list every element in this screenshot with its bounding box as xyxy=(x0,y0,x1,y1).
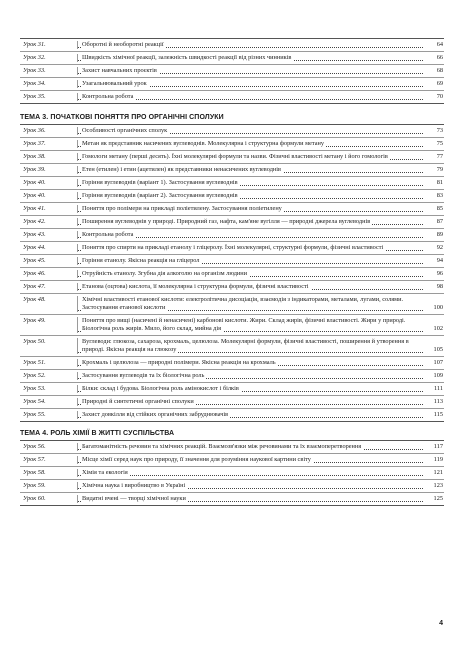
lesson-title: Поширення вуглеводнів у природі. Природний газ, нафта, кам'яне вугілля — природні джерела вуглеводнів xyxy=(82,218,371,225)
page-ref: 73 xyxy=(436,127,443,134)
lesson-title-cell xyxy=(77,469,425,477)
lesson-title-cell xyxy=(77,166,425,174)
toc-row xyxy=(20,39,444,51)
lesson-title: Хімічні властивості етанової кислоти: електролітична дисоціація, взаємодія з індикаторами, металами, лугами, солями. Застосування етанової кислоти xyxy=(82,296,404,311)
lesson-title: Оборотні й необоротні реакції xyxy=(82,41,164,48)
lesson-title-cell xyxy=(77,153,425,161)
page-ref: 92 xyxy=(436,244,443,251)
lesson-title-cell xyxy=(77,317,425,333)
lesson-label: Урок 47. xyxy=(23,283,46,290)
lesson-title-cell xyxy=(77,385,425,393)
lesson-title: Етен (етилен) і етин (ацетилен) як представники ненасичених вуглеводнів xyxy=(82,166,281,173)
page-ref: 107 xyxy=(433,359,443,366)
lesson-label: Урок 31. xyxy=(23,41,46,48)
lesson-label: Урок 55. xyxy=(23,411,46,418)
lesson-title: Горіння вуглеводнів (варіант 1). Застосування вуглеводнів xyxy=(82,179,238,186)
toc-row xyxy=(20,150,444,163)
page-ref: 98 xyxy=(436,283,443,290)
lesson-title-cell xyxy=(77,338,425,354)
lesson-title: Вуглеводи: глюкоза, сахароза, крохмаль, целюлоза. Молекулярні формули, фізичні властивості, поширення й утворення в природі. Якісна реакція на глюкозу xyxy=(82,338,409,353)
toc-row xyxy=(20,163,444,176)
toc-row xyxy=(20,314,444,335)
lesson-title: Поняття про спирти на прикладі етанолу і гліцеролу. Їхні молекулярні, структурні формули, фізичні властивості xyxy=(82,244,384,251)
lesson-title: Місце хімії серед наук про природу, її значення для розуміння наукової картини світу xyxy=(82,456,311,463)
toc-row xyxy=(20,280,444,293)
lesson-title: Поняття про вищі (насичені й ненасичені) карбонові кислоти. Жири. Склад жирів, фізичні властивості. Жири у природі. Біологічна роль жирів. Мило, його склад, мийна дія xyxy=(82,317,406,332)
lesson-title-cell xyxy=(77,140,425,148)
page-ref: 66 xyxy=(436,54,443,61)
lesson-label: Урок 49. xyxy=(23,317,46,324)
toc-row xyxy=(20,90,444,103)
page-ref: 105 xyxy=(433,346,443,353)
section-heading-topic-3: ТЕМА 3. ПОЧАТКОВІ ПОНЯТТЯ ПРО ОРГАНІЧНІ СПОЛУКИ xyxy=(20,114,224,121)
lesson-label: Урок 41. xyxy=(23,205,46,212)
page-ref: 70 xyxy=(436,93,443,100)
toc-row xyxy=(20,215,444,228)
lesson-label: Урок 35. xyxy=(23,93,46,100)
toc-row xyxy=(20,202,444,215)
lesson-title-cell xyxy=(77,205,425,213)
lesson-title-cell xyxy=(77,456,425,464)
lesson-title-cell xyxy=(77,443,425,451)
toc-row xyxy=(20,453,444,466)
toc-row xyxy=(20,335,444,356)
lesson-label: Урок 59. xyxy=(23,482,46,489)
lesson-label: Урок 37. xyxy=(23,140,46,147)
lesson-title-cell xyxy=(77,411,425,419)
lesson-label: Урок 39. xyxy=(23,166,46,173)
lesson-label: Урок 51. xyxy=(23,359,46,366)
lesson-title-cell xyxy=(77,495,425,503)
page-ref: 64 xyxy=(436,41,443,48)
lesson-title-cell xyxy=(77,54,425,62)
lesson-title-cell xyxy=(77,359,425,367)
toc-row xyxy=(20,125,444,137)
lesson-title: Видатні вчені — творці хімічної науки xyxy=(82,495,186,502)
page-ref: 111 xyxy=(434,385,443,392)
lesson-label: Урок 43. xyxy=(23,231,46,238)
lesson-title: Узагальнювальний урок xyxy=(82,80,147,87)
lesson-label: Урок 40. xyxy=(23,192,46,199)
lesson-title-cell xyxy=(77,127,425,135)
page-ref: 85 xyxy=(436,205,443,212)
lesson-title-cell xyxy=(77,398,425,406)
page-ref: 100 xyxy=(433,304,443,311)
toc-row xyxy=(20,293,444,314)
toc-row xyxy=(20,441,444,453)
page-ref: 117 xyxy=(433,443,443,450)
toc-row xyxy=(20,382,444,395)
toc-row xyxy=(20,189,444,202)
page-ref: 102 xyxy=(433,325,443,332)
lesson-title: Захист навчальних проєктів xyxy=(82,67,157,74)
lesson-title: Особливості органічних сполук xyxy=(82,127,168,134)
lesson-title-cell xyxy=(77,372,425,380)
lesson-title-cell xyxy=(77,270,425,278)
lesson-title: Білки: склад і будова. Біологічна роль амінокислот і білків xyxy=(82,385,239,392)
page-ref: 69 xyxy=(436,80,443,87)
page-ref: 123 xyxy=(433,482,443,489)
lesson-title: Контрольна робота xyxy=(82,93,134,100)
lesson-title: Контрольна робота xyxy=(82,231,134,238)
lesson-title: Застосування вуглеводів та їх біологічна роль xyxy=(82,372,205,379)
page-ref: 79 xyxy=(436,166,443,173)
toc-row xyxy=(20,254,444,267)
lesson-label: Урок 57. xyxy=(23,456,46,463)
lesson-label: Урок 44. xyxy=(23,244,46,251)
page-ref: 115 xyxy=(433,411,443,418)
toc-group-topic-4 xyxy=(20,440,444,506)
toc-row xyxy=(20,77,444,90)
page-ref: 68 xyxy=(436,67,443,74)
lesson-title: Швидкість хімічної реакції, залежність швидкості реакції від різних чинників xyxy=(82,54,292,61)
lesson-title: Природні й синтетичні органічні сполуки xyxy=(82,398,194,405)
toc-group-topic-3 xyxy=(20,124,444,422)
lesson-label: Урок 42. xyxy=(23,218,46,225)
lesson-label: Урок 46. xyxy=(23,270,46,277)
lesson-title-cell xyxy=(77,244,425,252)
toc-row xyxy=(20,492,444,505)
lesson-title-cell xyxy=(77,192,425,200)
lesson-title: Горіння етанолу. Якісна реакція на гліцерол xyxy=(82,257,200,264)
lesson-title-cell xyxy=(77,80,425,88)
lesson-title-cell xyxy=(77,67,425,75)
toc-row xyxy=(20,466,444,479)
page-number: 4 xyxy=(439,620,443,627)
lesson-title: Поняття про полімери на прикладі поліетилену. Застосування поліетилену xyxy=(82,205,282,212)
lesson-title-cell xyxy=(77,41,425,49)
page-ref: 109 xyxy=(433,372,443,379)
toc-row xyxy=(20,369,444,382)
page-ref: 75 xyxy=(436,140,443,147)
lesson-title: Метан як представник насичених вуглеводнів. Молекулярна і структурна формули метану xyxy=(82,140,325,147)
lesson-title: Отруйність етанолу. Згубна дія алкоголю на організм людини xyxy=(82,270,248,277)
lesson-label: Урок 54. xyxy=(23,398,46,405)
lesson-title: Хімічна наука і виробництво в Україні xyxy=(82,482,186,489)
page-ref: 89 xyxy=(436,231,443,238)
page-ref: 119 xyxy=(433,456,443,463)
page-ref: 121 xyxy=(433,469,443,476)
lesson-label: Урок 45. xyxy=(23,257,46,264)
lesson-title-cell xyxy=(77,218,425,226)
lesson-label: Урок 38. xyxy=(23,153,46,160)
toc-row xyxy=(20,479,444,492)
table-of-contents xyxy=(20,38,444,506)
lesson-label: Урок 48. xyxy=(23,296,46,303)
toc-row xyxy=(20,64,444,77)
page-ref: 125 xyxy=(433,495,443,502)
page-ref: 81 xyxy=(436,179,443,186)
lesson-title-cell xyxy=(77,283,425,291)
page-ref: 83 xyxy=(436,192,443,199)
toc-row xyxy=(20,241,444,254)
lesson-label: Урок 56. xyxy=(23,443,46,450)
lesson-label: Урок 50. xyxy=(23,338,46,345)
lesson-title: Багатоманітність речовин та хімічних реакцій. Взаємозв'язки між речовинами та їх взаємоперетворення xyxy=(82,443,362,450)
lesson-title: Гомологи метану (перші десять). Їхні молекулярні формули та назви. Фізичні властивості метану і його гомологів xyxy=(82,153,388,160)
lesson-label: Урок 53. xyxy=(23,385,46,392)
page-ref: 87 xyxy=(436,218,443,225)
lesson-title: Крохмаль і целюлоза — природні полімери. Якісна реакція на крохмаль xyxy=(82,359,276,366)
page-ref: 96 xyxy=(436,270,443,277)
lesson-label: Урок 33. xyxy=(23,67,46,74)
lesson-title: Захист довкілля від стійких органічних забруднювачів xyxy=(82,411,229,418)
page-ref: 77 xyxy=(436,153,443,160)
toc-row xyxy=(20,176,444,189)
toc-row xyxy=(20,356,444,369)
lesson-label: Урок 58. xyxy=(23,469,46,476)
lesson-title-cell xyxy=(77,231,425,239)
lesson-title-cell xyxy=(77,93,425,101)
lesson-title: Етанова (оцтова) кислота, її молекулярна і структурна формули, фізичні властивості xyxy=(82,283,309,290)
toc-group-top xyxy=(20,38,444,104)
section-heading-topic-4: ТЕМА 4. РОЛЬ ХІМІЇ В ЖИТТІ СУСПІЛЬСТВА xyxy=(20,430,175,437)
page-ref: 113 xyxy=(433,398,443,405)
lesson-title-cell xyxy=(77,482,425,490)
toc-row xyxy=(20,395,444,408)
lesson-label: Урок 52. xyxy=(23,372,46,379)
lesson-label: Урок 36. xyxy=(23,127,46,134)
toc-row xyxy=(20,267,444,280)
toc-row xyxy=(20,51,444,64)
toc-row xyxy=(20,408,444,421)
toc-row xyxy=(20,137,444,150)
lesson-title: Хімія та екологія xyxy=(82,469,128,476)
lesson-title-cell xyxy=(77,296,425,312)
lesson-label: Урок 40. xyxy=(23,179,46,186)
lesson-label: Урок 32. xyxy=(23,54,46,61)
lesson-label: Урок 60. xyxy=(23,495,46,502)
lesson-label: Урок 34. xyxy=(23,80,46,87)
lesson-title-cell xyxy=(77,179,425,187)
page-ref: 94 xyxy=(436,257,443,264)
lesson-title: Горіння вуглеводнів (варіант 2). Застосування вуглеводнів xyxy=(82,192,238,199)
toc-row xyxy=(20,228,444,241)
lesson-title-cell xyxy=(77,257,425,265)
